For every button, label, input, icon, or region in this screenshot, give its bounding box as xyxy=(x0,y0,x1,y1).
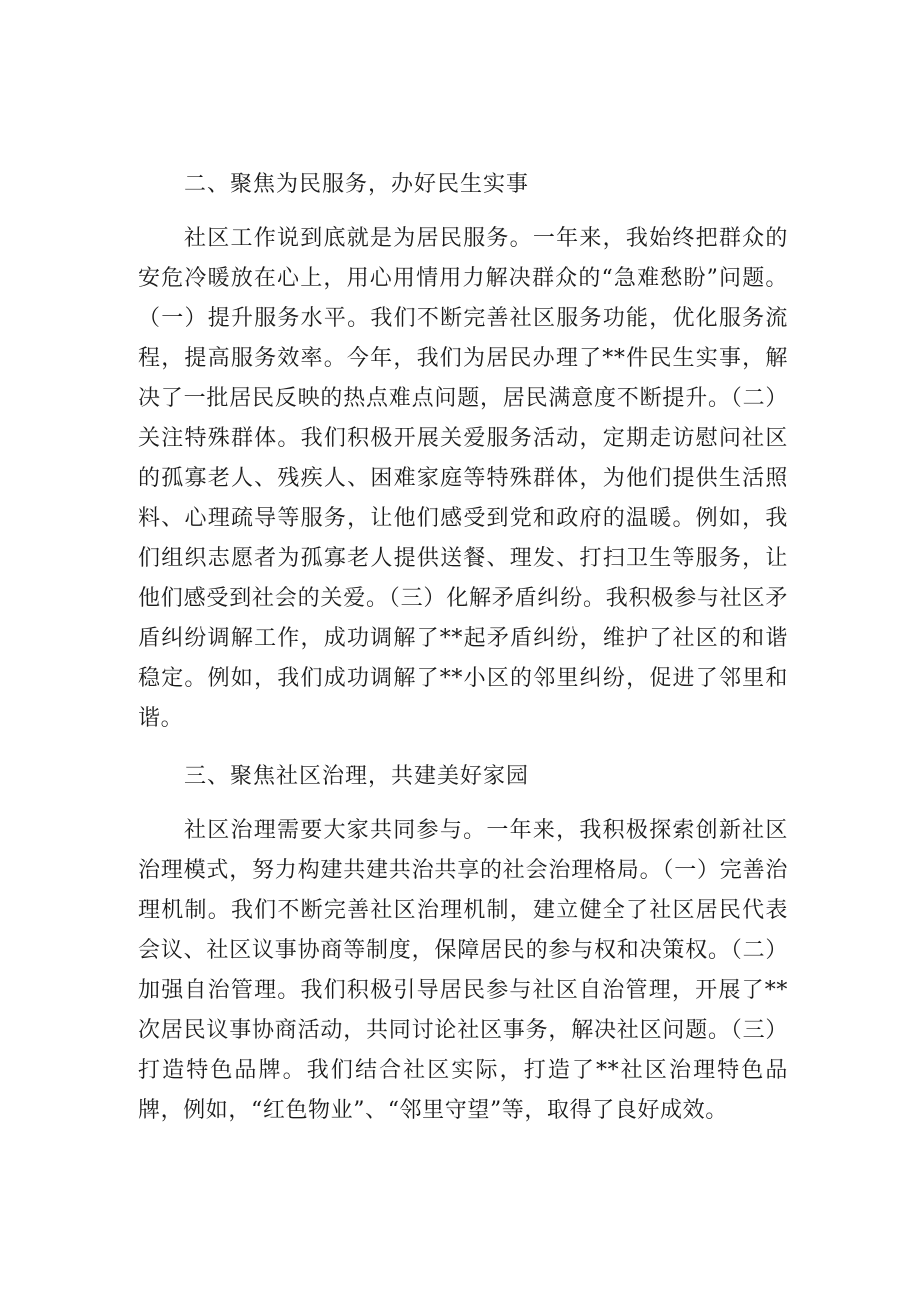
section-paragraph-service: 社区工作说到底就是为居民服务。一年来，我始终把群众的安危冷暖放在心上，用心用情用力解决群众的“急难愁盼”问题。（一）提升服务水平。我们不断完善社区服务功能，优化服务流程，提高服务效率。今年，我们为居民办理了**件民生实事，解决了一批居民反映的热点难点问题，居民满意度不断提升。（二）关注特殊群体。我们积极开展关爱服务活动，定期走访慰问社区的孤寡老人、残疾人、困难家庭等特殊群体，为他们提供生活照料、心理疏导等服务，让他们感受到党和政府的温暖。例如，我们组织志愿者为孤寡老人提供送餐、理发、打扫卫生等服务，让他们感受到社会的关爱。（三）化解矛盾纠纷。我积极参与社区矛盾纠纷调解工作，成功调解了**起矛盾纠纷，维护了社区的和谐稳定。例如，我们成功调解了**小区的邻里纠纷，促进了邻里和谐。 xyxy=(138,226,788,731)
section-heading-governance: 三、聚焦社区治理，共建美好家园 xyxy=(184,764,530,789)
section-heading-service: 二、聚焦为民服务，办好民生实事 xyxy=(184,172,530,197)
section-paragraph-governance: 社区治理需要大家共同参与。一年来，我积极探索创新社区治理模式，努力构建共建共治共享的社会治理格局。（一）完善治理机制。我们不断完善社区治理机制，建立健全了社区居民代表会议、社区议事协商等制度，保障居民的参与权和决策权。（二）加强自治管理。我们积极引导居民参与社区自治管理，开展了**次居民议事协商活动，共同讨论社区事务，解决社区问题。（三）打造特色品牌。我们结合社区实际，打造了**社区治理特色品牌，例如，“红色物业”、“邻里守望”等，取得了良好成效。 xyxy=(138,818,788,1123)
document-body xyxy=(138,165,788,1145)
